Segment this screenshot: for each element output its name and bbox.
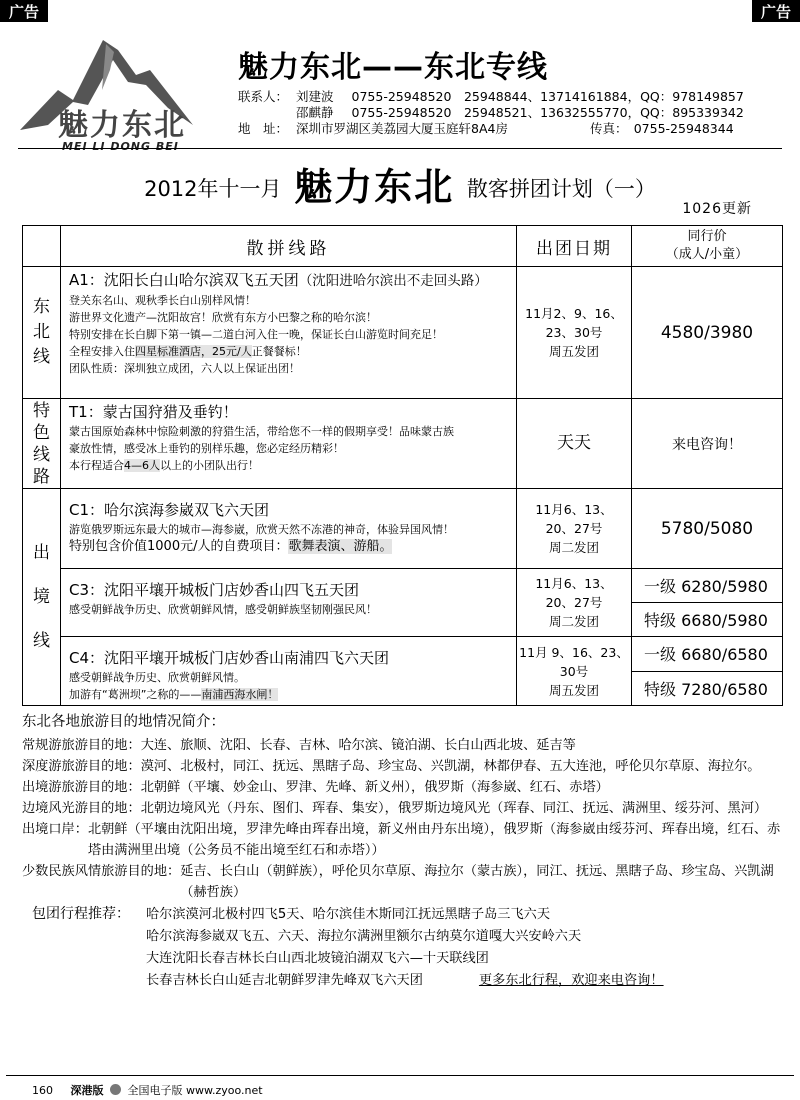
date-c1 xyxy=(517,489,632,569)
route-desc: 游世界文化遗产—沈阳故宫！欣赏有东方小巴黎之称的哈尔滨！ xyxy=(69,311,377,324)
route-desc xyxy=(69,343,510,360)
date-line: 周五发团 xyxy=(548,344,599,359)
route-title: T1：蒙古国狩猎及垂钓！ xyxy=(69,403,238,421)
table-row xyxy=(23,267,783,399)
header-blank xyxy=(23,226,61,267)
intro-row xyxy=(22,756,782,777)
price-c4-tier2: 特级 7280/6580 xyxy=(632,671,783,706)
intro-value: 大连、旅顺、沈阳、长春、吉林、哈尔滨、镜泊湖、长白山西北坡、延吉等 xyxy=(140,738,576,753)
package-item: 哈尔滨海参崴双飞五、六天、海拉尔满洲里额尔古纳莫尔道嘎大兴安岭六天 xyxy=(146,929,582,944)
date-t1: 天天 xyxy=(517,399,632,489)
category-char: 特 xyxy=(33,400,50,421)
intro-value: 漠河、北极村，同江、抚远、黑瞎子岛、珍宝岛、兴凯湖，林都伊春、五大连池，呼伦贝尔草原、海拉尔。 xyxy=(140,759,761,774)
category-outbound xyxy=(23,489,61,706)
contact-person-1 xyxy=(238,89,744,105)
route-desc: 感受朝鲜战争历史、欣赏朝鲜风情，感受朝鲜族坚韧刚强民风！ xyxy=(69,603,377,616)
route-desc: 特别安排在长白脚下第一镇—二道白河入住一晚，保证长白山游览时间充足！ xyxy=(69,328,443,341)
route-desc-highlight: 歌舞表演、游船。 xyxy=(288,539,393,554)
address-text: 深圳市罗湖区美荔园大厦玉庭轩8A4房 xyxy=(296,121,508,136)
date-line: 20、27号 xyxy=(545,521,603,536)
header-route: 散拼线路 xyxy=(61,226,517,267)
ad-tag-left: 广告 xyxy=(0,0,48,22)
date-line: 周五发团 xyxy=(548,682,599,698)
package-label: 包团行程推荐： xyxy=(32,906,130,922)
price-c3-tier2: 特级 6680/5980 xyxy=(632,603,783,637)
footer-divider xyxy=(6,1075,794,1076)
fax-text: 传真： 0755-25948344 xyxy=(589,121,734,136)
intro-row xyxy=(22,798,782,819)
header-price-line2: （成人/小童） xyxy=(665,247,749,262)
address-label: 地 址： xyxy=(238,121,289,136)
package-item: 大连沈阳长春吉林长白山西北坡镜泊湖双飞六—十天联线团 xyxy=(146,951,489,966)
contact-label: 联系人： xyxy=(238,89,289,104)
contact-block xyxy=(238,89,744,137)
date-line: 11月6、13、 xyxy=(535,576,613,591)
route-c1 xyxy=(61,489,517,569)
date-line: 11月 9、16、23、 xyxy=(519,644,629,660)
more-info-link: 更多东北行程，欢迎来电咨询！ xyxy=(478,973,664,988)
table-row xyxy=(23,637,783,672)
package-row xyxy=(32,970,782,992)
brand-title: 魅力东北——东北专线 xyxy=(238,50,548,85)
package-row xyxy=(32,903,782,926)
price-a1: 4580/3980 xyxy=(632,267,783,399)
contact-name: 邵麒静 xyxy=(296,105,334,120)
route-c4 xyxy=(61,637,517,706)
header-price xyxy=(632,226,783,267)
intro-row xyxy=(22,777,782,798)
route-desc-part: 正餐餐标！ xyxy=(251,345,307,358)
table-row xyxy=(23,569,783,603)
route-desc-part: 特别包含价值1000元/人的自费项目： xyxy=(69,539,289,554)
route-desc xyxy=(69,457,510,474)
intro-key: 深度游旅游目的地： xyxy=(22,759,141,774)
intro-value: 北朝鲜（平壤由沈阳出境，罗津先峰由珲春出境，新义州由丹东出境），俄罗斯（海参崴由绥芬河、珲春出境，红石、赤塔由满洲里出境（公务员不能出境至红石和赤塔）） xyxy=(87,822,781,858)
date-line: 11月6、13、 xyxy=(535,502,613,517)
header-divider xyxy=(18,148,782,149)
intro-key: 常规游旅游目的地： xyxy=(22,738,141,753)
footer-site: 全国电子版 www.zyoo.net xyxy=(127,1084,263,1097)
intro-value: 延吉、长白山（朝鲜族），呼伦贝尔草原、海拉尔（蒙古族），同江、抚远、黑瞎子岛、珍宝岛、兴凯湖（赫哲族） xyxy=(180,864,774,900)
route-c3 xyxy=(61,569,517,637)
category-char: 北 xyxy=(33,322,50,342)
header-price-line1: 同行价 xyxy=(687,229,727,244)
ad-tag-right: 广告 xyxy=(752,0,800,22)
category-special xyxy=(23,399,61,489)
date-line: 周二发团 xyxy=(548,540,599,555)
contact-address xyxy=(238,121,744,137)
route-desc xyxy=(69,686,510,703)
date-c3 xyxy=(517,569,632,637)
table-header xyxy=(23,226,783,267)
logo xyxy=(18,30,218,153)
route-desc-part: 全程安排入住 xyxy=(69,345,135,358)
intro-heading: 东北各地旅游目的地情况简介： xyxy=(22,714,225,730)
route-title-note: （沈阳进哈尔滨出不走回头路） xyxy=(298,273,488,289)
header-date: 出团日期 xyxy=(517,226,632,267)
intro-value: 北朝鲜（平壤、妙金山、罗津、先峰、新义州），俄罗斯（海参崴、红石、赤塔） xyxy=(140,780,609,795)
schedule-table xyxy=(22,225,783,706)
intro-row xyxy=(22,735,782,756)
date-line: 20、27号 xyxy=(545,595,603,610)
category-char: 东 xyxy=(33,297,50,317)
date-line: 23、30号 xyxy=(545,325,603,340)
logo-subtext: MEI LI DONG BEI xyxy=(62,140,179,153)
category-char: 线 xyxy=(33,347,50,367)
package-item: 长春吉林长白山延吉北朝鲜罗津先峰双飞六天团 xyxy=(146,973,423,988)
plan-title-brand: 魅力东北 xyxy=(294,165,455,209)
intro-row xyxy=(22,861,782,903)
date-line: 周二发团 xyxy=(548,614,599,629)
intro-key: 边境风光游目的地： xyxy=(22,801,141,816)
price-t1: 来电咨询！ xyxy=(632,399,783,489)
category-char: 色 xyxy=(33,422,50,443)
contact-phones: 0755-25948520 25948844、13714161884，QQ：978149857 xyxy=(351,89,744,104)
route-title: C1：哈尔滨海参崴双飞六天团 xyxy=(69,501,270,519)
footer xyxy=(32,1082,263,1098)
intro-value: 北朝边境风光（丹东、图们、珲春、集安），俄罗斯边境风光（珲春、同江、抚远、满洲里、绥芬河、黑河） xyxy=(140,801,768,816)
category-char: 路 xyxy=(33,466,50,487)
route-desc-highlight: 四星标准酒店，25元/人 xyxy=(135,345,252,358)
contact-person-2 xyxy=(238,105,744,121)
category-char: 线 xyxy=(33,631,50,651)
contact-phones: 0755-25948520 25948521、13632555770，QQ：895339342 xyxy=(351,105,744,120)
destination-intro xyxy=(22,711,782,992)
route-title xyxy=(69,269,510,292)
plan-title-prefix: 2012年十一月 xyxy=(144,177,282,201)
date-a1 xyxy=(517,267,632,399)
route-desc: 感受朝鲜战争历史、欣赏朝鲜风情。 xyxy=(69,671,245,684)
route-desc-highlight: 4—6人 xyxy=(124,459,160,472)
category-northeast xyxy=(23,267,61,399)
price-c1: 5780/5080 xyxy=(632,489,783,569)
contact-name: 刘建波 xyxy=(296,89,334,104)
plan-title-suffix: 散客拼团计划（一） xyxy=(466,177,656,201)
logo-text: 魅力东北 xyxy=(58,108,186,143)
package-row xyxy=(32,926,782,948)
footer-section: 深港版 xyxy=(70,1084,104,1097)
date-c4 xyxy=(517,637,632,706)
intro-row xyxy=(22,819,782,861)
category-char: 出 xyxy=(33,543,50,563)
update-note: 1026更新 xyxy=(682,201,752,217)
price-c3-tier1: 一级 6280/5980 xyxy=(632,569,783,603)
plan-title xyxy=(0,156,800,211)
package-row xyxy=(32,948,782,970)
route-t1 xyxy=(61,399,517,489)
price-c4-tier1: 一级 6680/6580 xyxy=(632,637,783,672)
date-line: 30号 xyxy=(559,663,589,679)
route-title: C4：沈阳平壤开城板门店妙香山南浦四飞六天团 xyxy=(69,649,390,667)
route-desc: 团队性质：深圳独立成团，六人以上保证出团！ xyxy=(69,362,300,375)
route-desc: 登关东名山、观秋季长白山别样风情！ xyxy=(69,294,256,307)
route-title: C3：沈阳平壤开城板门店妙香山四飞五天团 xyxy=(69,581,360,599)
route-desc: 蒙古国原始森林中惊险刺激的狩猎生活，带给您不一样的假期享受！品味蒙古族 xyxy=(69,425,454,438)
route-desc-part: 本行程适合 xyxy=(69,459,124,472)
date-line: 11月2、9、16、 xyxy=(525,306,623,321)
table-row xyxy=(23,399,783,489)
page-number: 160 xyxy=(32,1084,53,1097)
route-desc-part: 加游有“葛洲坝”之称的—— xyxy=(69,688,202,701)
category-char: 境 xyxy=(33,587,50,607)
package-item: 哈尔滨漠河北极村四飞5天、哈尔滨佳木斯同江抚远黑瞎子岛三飞六天 xyxy=(146,907,551,922)
route-desc xyxy=(69,538,510,555)
table-row xyxy=(23,489,783,569)
route-desc: 豪放性情，感受冰上垂钓的别样乐趣，您必定经历精彩！ xyxy=(69,442,344,455)
intro-key: 少数民族风情旅游目的地： xyxy=(22,864,181,879)
footer-logo-icon xyxy=(110,1084,121,1095)
route-desc: 游览俄罗斯远东最大的城市—海参崴，欣赏天然不冻港的神奇，体验异国风情！ xyxy=(69,523,454,536)
route-title-text: A1：沈阳长白山哈尔滨双飞五天团 xyxy=(69,271,299,289)
intro-key: 出境口岸： xyxy=(22,822,88,837)
package-recommendations xyxy=(32,903,782,992)
category-char: 线 xyxy=(33,444,50,465)
route-desc-highlight: 南浦西海水闸！ xyxy=(201,688,279,701)
route-a1 xyxy=(61,267,517,399)
intro-key: 出境游旅游目的地： xyxy=(22,780,141,795)
route-desc-part: 以上的小团队出行！ xyxy=(160,459,259,472)
